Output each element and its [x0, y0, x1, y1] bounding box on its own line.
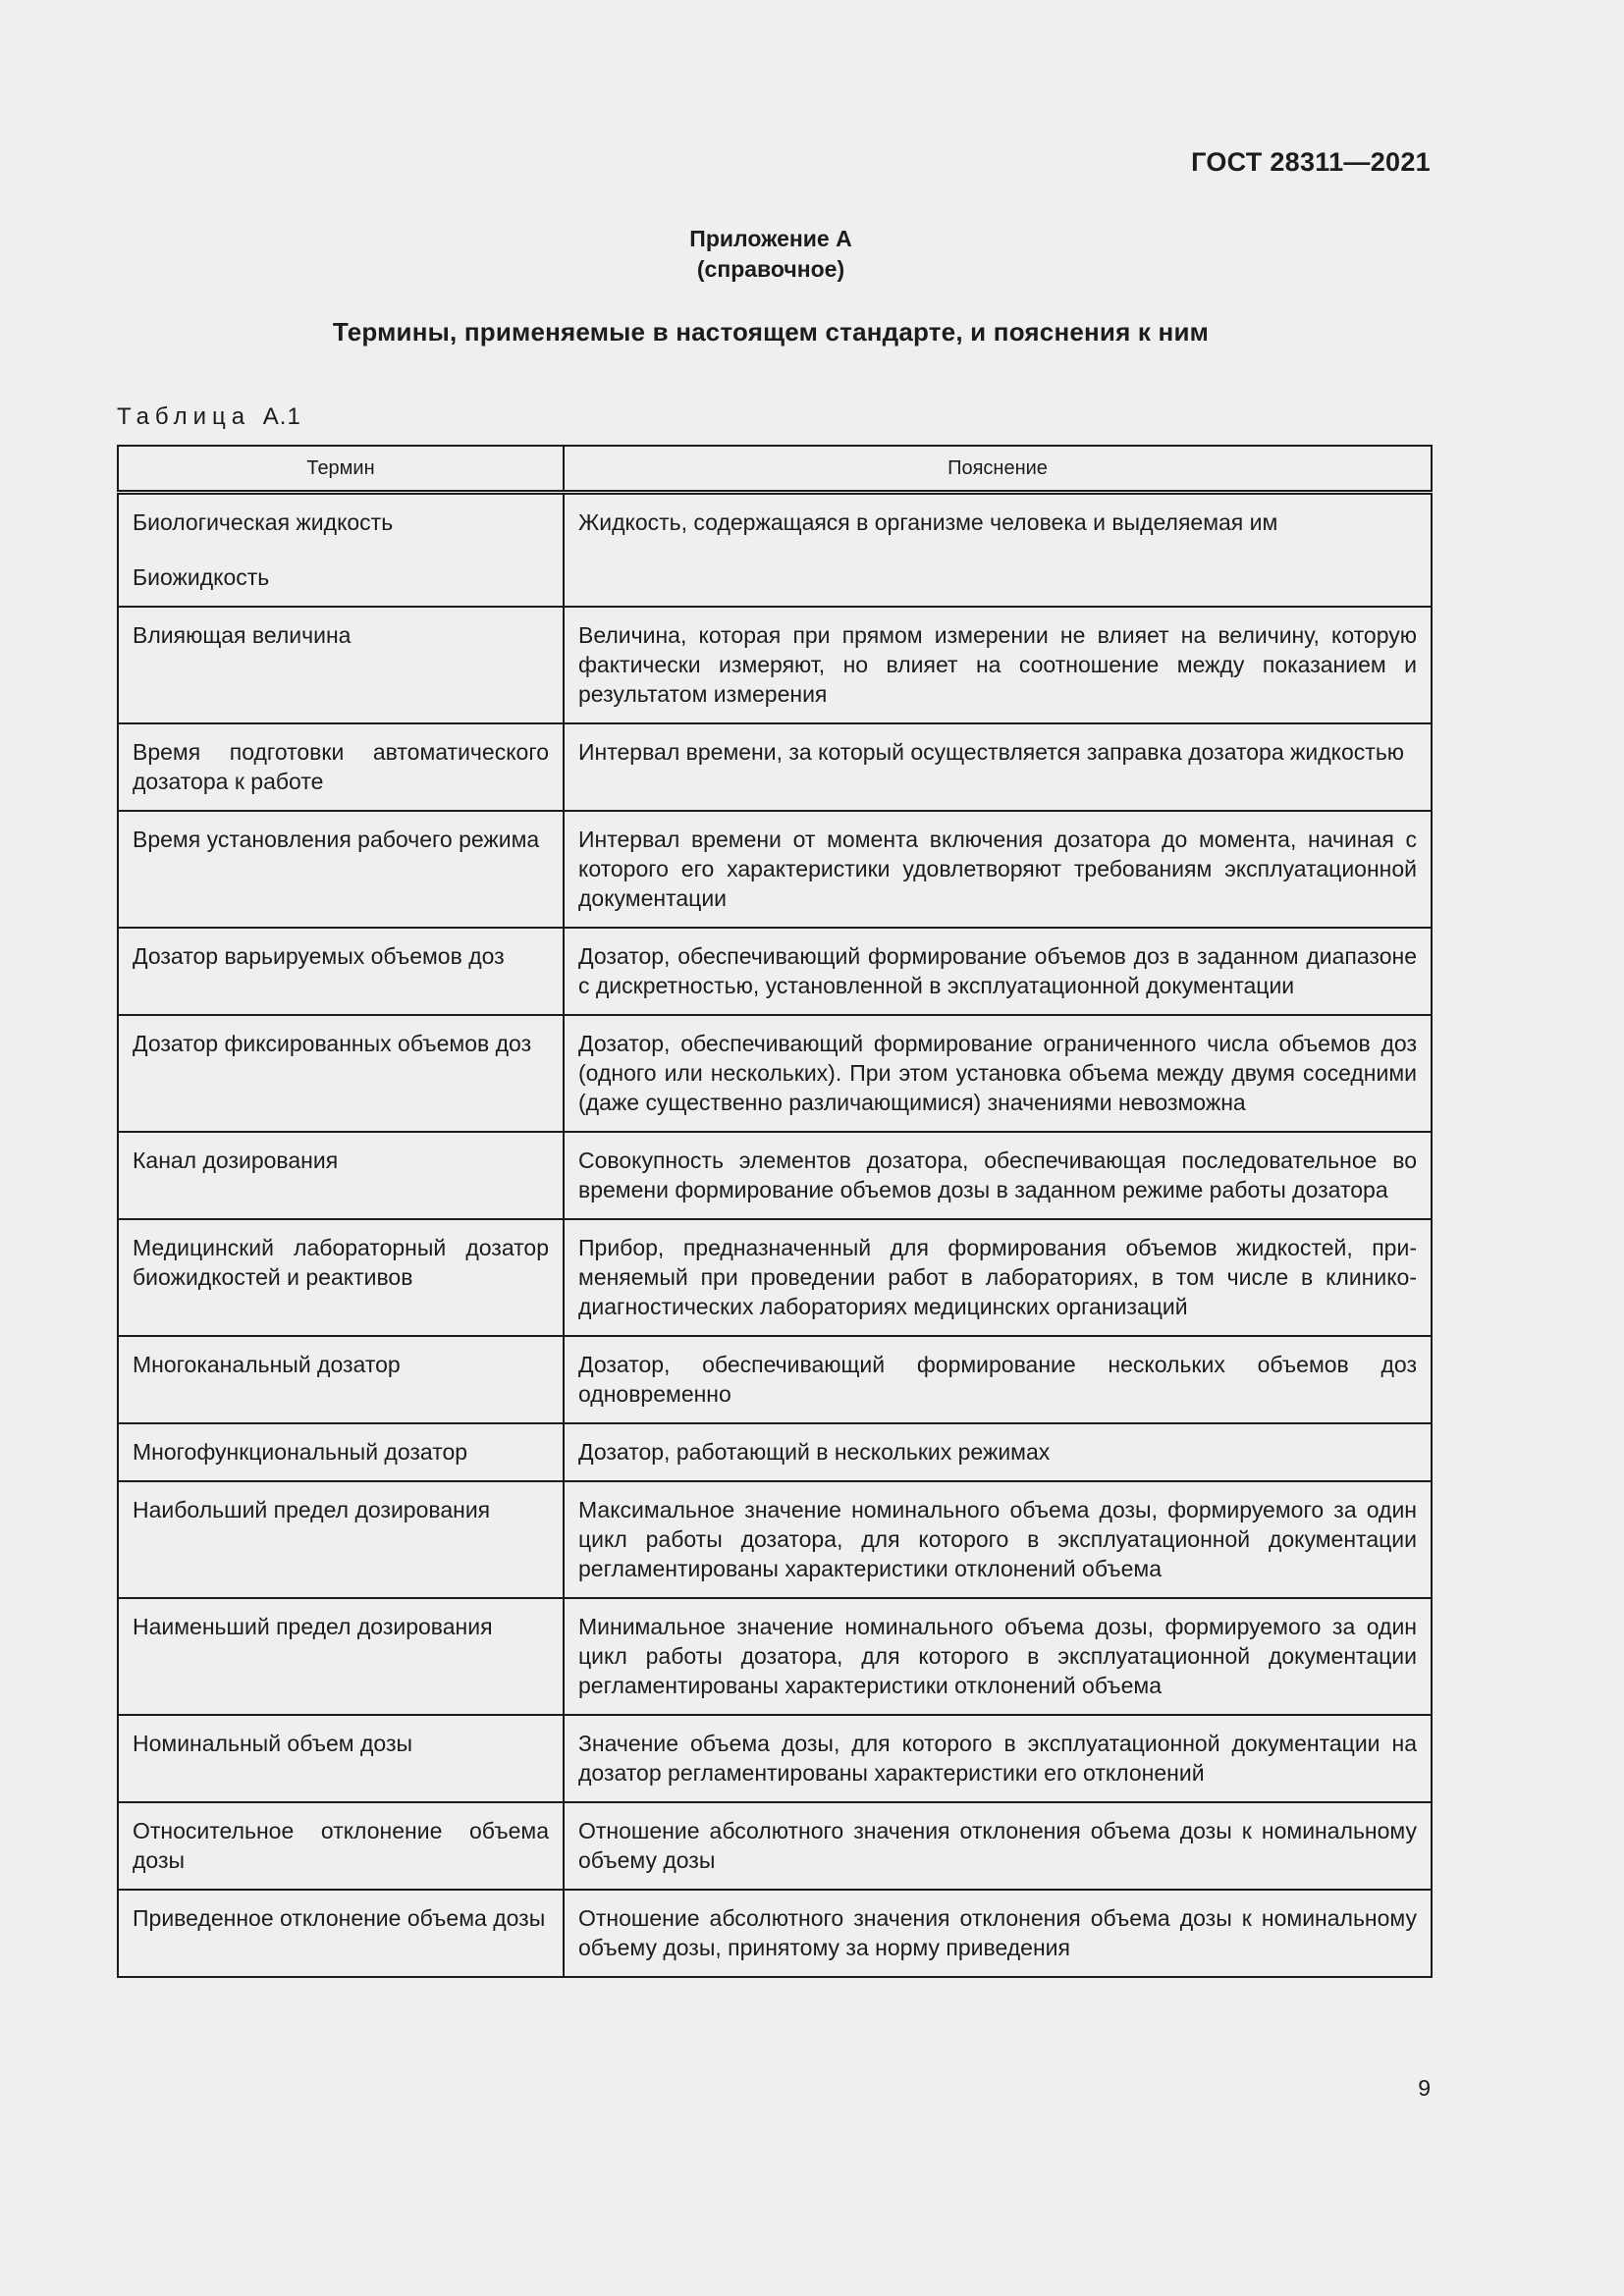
table-row	[118, 1015, 1432, 1132]
term-cell: Дозатор варьируемых объемов доз	[118, 928, 564, 1015]
table-caption-number: А.1	[262, 403, 301, 430]
term-synonym: Биожидкость	[133, 564, 270, 590]
explanation-cell: Значение объема дозы, для которого в эксплуатационной документации на дозатор регламентированы характеристики его отклонений	[564, 1715, 1432, 1802]
table-row	[118, 1336, 1432, 1423]
explanation-cell: Дозатор, обеспечивающий формирование объемов доз в заданном диапазоне с дискретностью, установленной в эксплуатационной документации	[564, 928, 1432, 1015]
table-row	[118, 1132, 1432, 1219]
appendix-subtitle: (справочное)	[696, 256, 845, 282]
explanation-cell: Жидкость, содержащаяся в организме человека и выделяемая им	[564, 493, 1432, 608]
document-code: ГОСТ 28311—2021	[1191, 147, 1431, 177]
explanation-cell: Дозатор, работающий в нескольких режимах	[564, 1423, 1432, 1481]
table-row	[118, 1423, 1432, 1481]
table-caption-label: Таблица	[117, 403, 251, 430]
main-title	[0, 317, 1624, 347]
term-cell: Многоканальный дозатор	[118, 1336, 564, 1423]
term-cell: Относительное отклонение объема дозы	[118, 1802, 564, 1890]
table-body	[118, 493, 1432, 1978]
table-caption	[117, 403, 301, 431]
term-cell: Наименьший предел дозирования	[118, 1598, 564, 1715]
term-cell: Приведенное отклонение объема дозы	[118, 1890, 564, 1977]
explanation-cell: Дозатор, обеспечивающий формирование ограниченного числа объемов доз (одного или нескольких). При этом установка объема между двумя соседними (даже существенно различающимися) значениями невозможна	[564, 1015, 1432, 1132]
explanation-cell: Величина, которая при прямом измерении не влияет на величину, которую фактически измеряют, но влияет на соотношение между показанием и результатом измерения	[564, 607, 1432, 723]
column-header-explanation: Пояснение	[564, 446, 1432, 493]
column-header-term: Термин	[118, 446, 564, 493]
table-row	[118, 1802, 1432, 1890]
explanation-cell: Интервал времени от момента включения дозатора до момента, начиная с которого его характеристики удовлетворяют требованиям эксплуатационной документации	[564, 811, 1432, 928]
page-number: 9	[1418, 2075, 1431, 2101]
term-cell: Время подготовки автоматического дозатора к работе	[118, 723, 564, 811]
term-cell: Влияющая величина	[118, 607, 564, 723]
table-row	[118, 493, 1432, 608]
explanation-cell: Прибор, предназначенный для формирования объемов жидкостей, применяемый при проведении работ в лабораториях, в том числе в клинико-диагностических лабораториях медицинских организаций	[564, 1219, 1432, 1336]
appendix-title: Приложение А	[689, 226, 852, 251]
explanation-cell: Интервал времени, за который осуществляется заправка дозатора жидкостью	[564, 723, 1432, 811]
term-cell: Наибольший предел дозирования	[118, 1481, 564, 1598]
term-cell: Номинальный объем дозы	[118, 1715, 564, 1802]
table-row	[118, 928, 1432, 1015]
table-row	[118, 1890, 1432, 1977]
term-cell: Многофункциональный дозатор	[118, 1423, 564, 1481]
explanation-cell: Минимальное значение номинального объема дозы, формируемого за один цикл работы дозатора, для которого в эксплуатационной документации регламентированы характеристики отклонений объема	[564, 1598, 1432, 1715]
terms-table	[117, 445, 1433, 1978]
term-text: Биологическая жидкость	[133, 509, 394, 535]
explanation-cell: Дозатор, обеспечивающий формирование нескольких объемов доз одновременно	[564, 1336, 1432, 1423]
table-header-row	[118, 446, 1432, 493]
term-cell: Время установления рабочего режима	[118, 811, 564, 928]
term-cell	[118, 493, 564, 608]
explanation-cell: Отношение абсолютного значения отклонения объема дозы к номинальному объему дозы, принятому за норму приведения	[564, 1890, 1432, 1977]
appendix-heading	[0, 224, 1624, 285]
term-cell: Канал дозирования	[118, 1132, 564, 1219]
table-row	[118, 1598, 1432, 1715]
table-row	[118, 811, 1432, 928]
term-cell: Дозатор фиксированных объемов доз	[118, 1015, 564, 1132]
term-cell: Медицинский лабораторный дозатор биожидкостей и реактивов	[118, 1219, 564, 1336]
table-row	[118, 1219, 1432, 1336]
explanation-cell: Отношение абсолютного значения отклонения объема дозы к номинальному объему дозы	[564, 1802, 1432, 1890]
table-row	[118, 1481, 1432, 1598]
table-row	[118, 607, 1432, 723]
table-row	[118, 723, 1432, 811]
table-row	[118, 1715, 1432, 1802]
main-title-text: Термины, применяемые в настоящем стандарте, и пояснения к ним	[332, 317, 1210, 347]
explanation-cell: Совокупность элементов дозатора, обеспечивающая последовательное во времени формирование объемов дозы в заданном режиме работы дозатора	[564, 1132, 1432, 1219]
explanation-cell: Максимальное значение номинального объема дозы, формируемого за один цикл работы дозатора, для которого в эксплуатационной документации регламентированы характеристики отклонений объема	[564, 1481, 1432, 1598]
